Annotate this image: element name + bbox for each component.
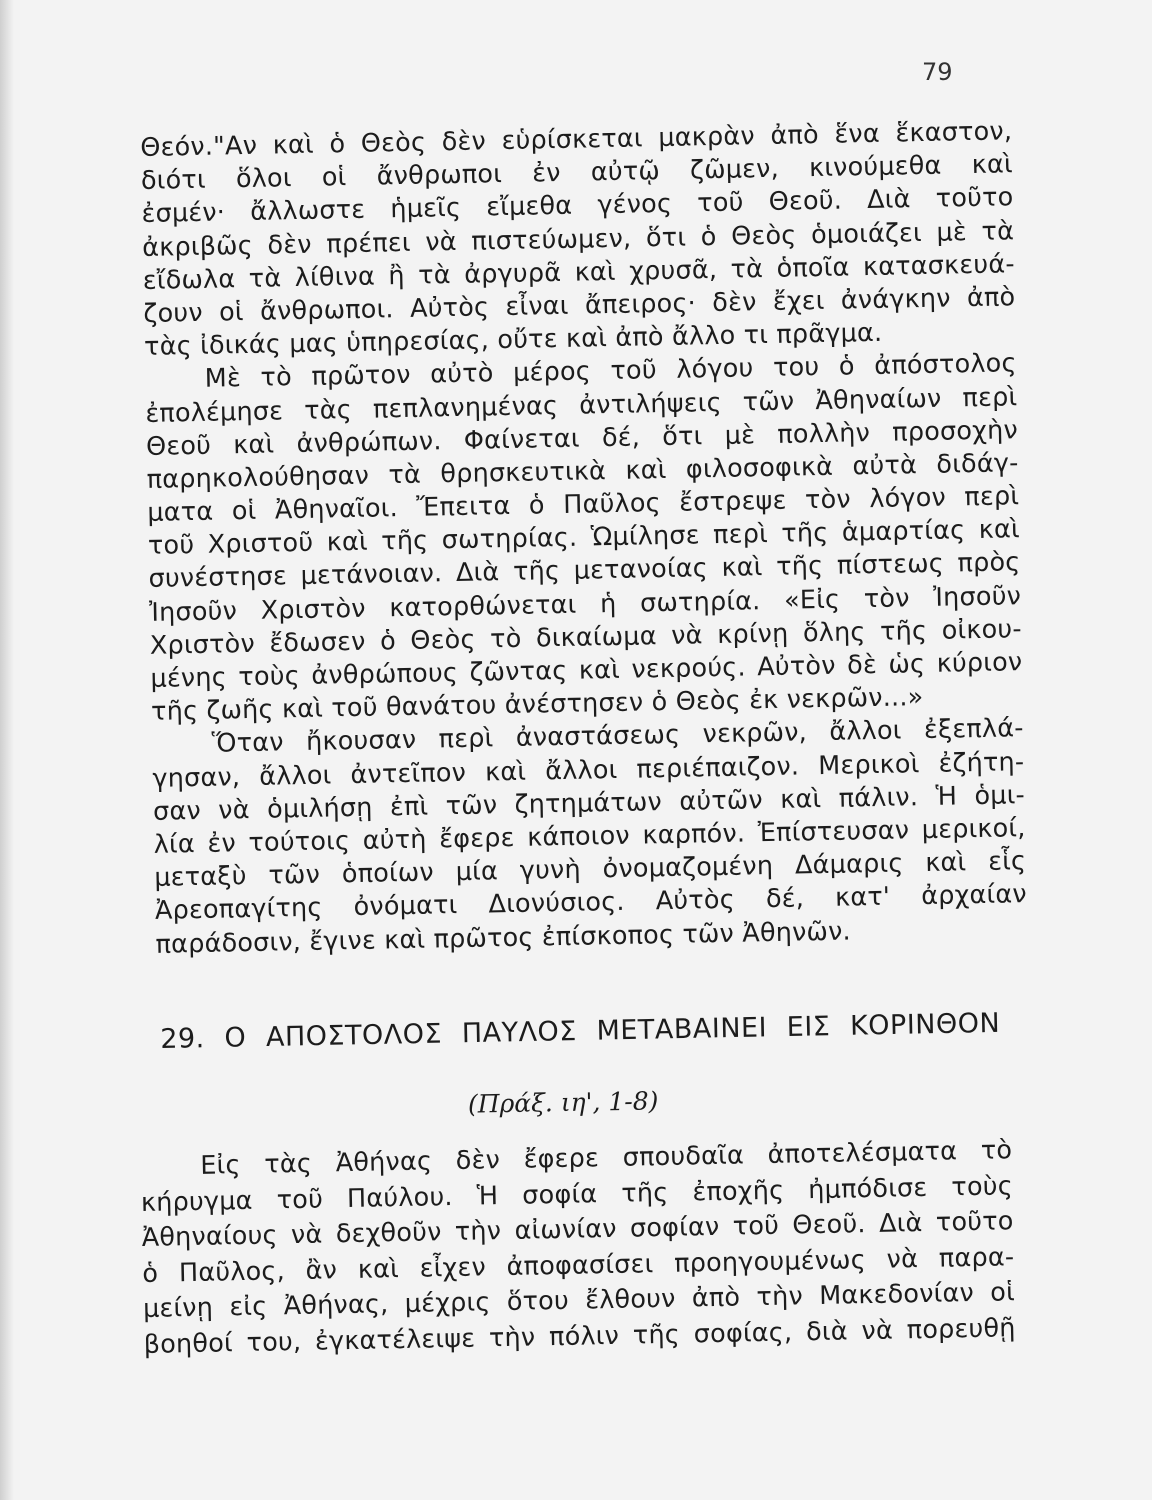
text-line: τὰς ἰδικάς μας ὑπηρεσίας, οὔτε καὶ ἀπὸ ἄλλο τι πρᾶγμα. — [143, 317, 883, 363]
text-line: Ἀθηναίους νὰ δεχθοῦν τὴν αἰωνίαν σοφίαν τοῦ Θεοῦ. Διὰ τοῦτο — [141, 1206, 1014, 1253]
text-line: κήρυγμα τοῦ Παύλου. Ἡ σοφία τῆς ἐποχῆς ἠμπόδισε τοὺς — [140, 1170, 1014, 1218]
text-line: παρηκολούθησαν τὰ θρησκευτικὰ καὶ φιλοσοφικὰ αὐτὰ διδάγ- — [146, 448, 1019, 495]
text-line: τοῦ Χριστοῦ καὶ τῆς σωτηρίας. Ὡμίλησε περὶ τῆς ἁμαρτίας καὶ — [147, 514, 1021, 562]
text-line: Θεοῦ καὶ ἀνθρώπων. Φαίνεται δέ, ὅτι μὲ πολλὴν προσοχὴν — [145, 414, 1019, 462]
text-line: Εἰς τὰς Ἀθήνας δὲν ἔφερε σπουδαῖα ἀποτελέσματα τὸ — [200, 1135, 1013, 1181]
text-line: ἀκριβῶς δὲν πρέπει νὰ πιστεύωμεν, ὅτι ὁ Θεὸς ὁμοιάζει μὲ τὰ — [141, 215, 1015, 263]
text-line: λία ἐν τούτοις αὐτὴ ἔφερε κάποιον καρπόν. Ἐπίστευσαν μερικοί, — [153, 813, 1026, 860]
text-line: ζουν οἱ ἄνθρωποι. Αὐτὸς εἶναι ἄπειρος· δὲν ἔχει ἀνάγκην ἀπὸ — [143, 282, 1016, 329]
text-line: μένης τοὺς ἀνθρώπους ζῶντας καὶ νεκρούς. Αὐτὸν δὲ ὡς κύριον — [150, 647, 1023, 694]
page-edge-shadow — [0, 0, 14, 1500]
text-line: ἐσμέν· ἄλλωστε ἡμεῖς εἴμεθα γένος τοῦ Θεοῦ. Διὰ τοῦτο — [141, 182, 1014, 230]
text-line: γησαν, ἄλλοι ἀντεῖπον καὶ ἄλλοι περιέπαιζον. Μερικοὶ ἐζήτη- — [152, 746, 1025, 794]
section-heading: 29. Ο ΑΠΟΣΤΟΛΟΣ ΠΑΥΛΟΣ ΜΕΤΑΒΑΙΝΕΙ ΕΙΣ ΚΟΡΙΝΘΟΝ — [160, 1007, 1001, 1055]
text-line: ἐπολέμησε τὰς πεπλανημένας ἀντιλήψεις τῶν Ἀθηναίων περὶ — [145, 381, 1018, 429]
text-line: ματα οἱ Ἀθηναῖοι. Ἔπειτα ὁ Παῦλος ἔστρεψε τὸν λόγον περὶ — [147, 481, 1020, 528]
text-line: διότι ὅλοι οἱ ἄνθρωποι ἐν αὐτῷ ζῶμεν, κινούμεθα καὶ — [140, 149, 1014, 197]
text-line: εἴδωλα τὰ λίθινα ἢ τὰ ἀργυρᾶ καὶ χρυσᾶ, τὰ ὁποῖα κατασκευά- — [142, 248, 1015, 296]
text-line: Ἀρεοπαγίτης ὀνόματι Διονύσιος. Αὐτὸς δέ, κατ' ἀρχαίαν — [154, 879, 1028, 927]
text-line: ὁ Παῦλος, ἂν καὶ εἶχεν ἀποφασίσει προηγουμένως νὰ παρα- — [142, 1241, 1015, 1289]
text-line: τῆς ζωῆς καὶ τοῦ θανάτου ἀνέστησεν ὁ Θεὸς ἐκ νεκρῶν...» — [150, 682, 924, 728]
text-line: Θεόν."Αν καὶ ὁ Θεὸς δὲν εὑρίσκεται μακρὰν ἀπὸ ἕνα ἕκαστον, — [140, 116, 1013, 163]
text-line: σαν νὰ ὁμιλήσῃ ἐπὶ τῶν ζητημάτων αὐτῶν καὶ πάλιν. Ἡ ὁμι- — [152, 779, 1026, 827]
text-line: Χριστὸν ἔδωσεν ὁ Θεὸς τὸ δικαίωμα νὰ κρίνῃ ὅλης τῆς οἰκου- — [149, 613, 1022, 661]
page-number: 79 — [922, 58, 953, 86]
section-reference: (Πράξ. ιη', 1-8) — [467, 1086, 659, 1119]
body-text-bottom — [140, 1133, 1016, 1363]
text-line: μείνῃ εἰς Ἀθήνας, μέχρις ὅτου ἔλθουν ἀπὸ τὴν Μακεδονίαν οἱ — [142, 1277, 1016, 1324]
text-line: μεταξὺ τῶν ὁποίων μία γυνὴ ὀνομαζομένη Δάμαρις καὶ εἷς — [154, 846, 1027, 893]
text-line: Ἰησοῦν Χριστὸν κατορθώνεται ἡ σωτηρία. «Εἰς τὸν Ἰησοῦν — [148, 580, 1022, 628]
text-line: βοηθοί του, ἐγκατέλειψε τὴν πόλιν τῆς σοφίας, διὰ νὰ πορευθῇ — [143, 1312, 1016, 1360]
text-line: συνέστησε μετάνοιαν. Διὰ τῆς μετανοίας καὶ τῆς πίστεως πρὸς — [148, 547, 1021, 595]
text-line: Ὅταν ἤκουσαν περὶ ἀναστάσεως νεκρῶν, ἄλλοι ἐξεπλά- — [211, 713, 1024, 760]
text-line: Μὲ τὸ πρῶτον αὐτὸ μέρος τοῦ λόγου του ὁ ἀπόστολος — [204, 348, 1017, 395]
body-text-top — [140, 115, 1028, 961]
text-line: παράδοσιν, ἔγινε καὶ πρῶτος ἐπίσκοπος τῶν Ἀθηνῶν. — [155, 916, 852, 960]
